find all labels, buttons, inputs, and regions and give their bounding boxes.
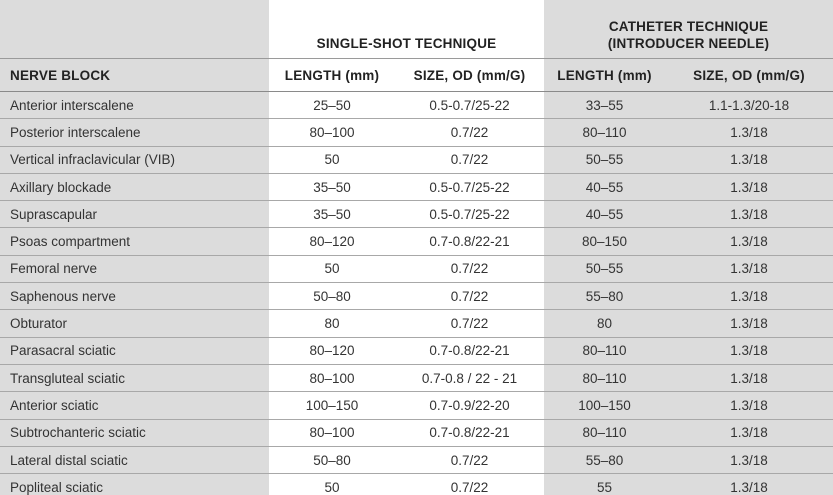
table-row: [0, 228, 833, 255]
cell-nerve-block: Popliteal sciatic: [0, 474, 269, 495]
table-row: [0, 392, 833, 419]
cell-single-length: 50–80: [269, 283, 395, 310]
cell-catheter-size: 1.3/18: [665, 474, 833, 495]
group-header-catheter: [544, 0, 833, 59]
table-row: [0, 283, 833, 310]
column-header-single-size: SIZE, OD (mm/G): [395, 59, 544, 92]
cell-single-size: 0.7-0.8/22-21: [395, 419, 544, 446]
group-header-blank: [0, 0, 269, 59]
cell-nerve-block: Lateral distal sciatic: [0, 446, 269, 473]
cell-catheter-length: 55–80: [544, 446, 665, 473]
cell-catheter-size: 1.3/18: [665, 283, 833, 310]
cell-catheter-size: 1.3/18: [665, 228, 833, 255]
cell-catheter-size: 1.3/18: [665, 337, 833, 364]
cell-single-length: 80–100: [269, 364, 395, 391]
cell-single-length: 100–150: [269, 392, 395, 419]
cell-catheter-length: 50–55: [544, 146, 665, 173]
cell-catheter-length: 33–55: [544, 92, 665, 119]
table-body: [0, 92, 833, 495]
column-header-catheter-length: LENGTH (mm): [544, 59, 665, 92]
table-row: [0, 310, 833, 337]
cell-catheter-size: 1.1-1.3/20-18: [665, 92, 833, 119]
cell-catheter-length: 80–110: [544, 337, 665, 364]
cell-single-size: 0.7/22: [395, 310, 544, 337]
cell-single-length: 80–120: [269, 228, 395, 255]
group-header-row: [0, 0, 833, 59]
cell-nerve-block: Vertical infraclavicular (VIB): [0, 146, 269, 173]
table-row: [0, 364, 833, 391]
cell-nerve-block: Anterior sciatic: [0, 392, 269, 419]
cell-nerve-block: Subtrochanteric sciatic: [0, 419, 269, 446]
cell-single-size: 0.5-0.7/25-22: [395, 173, 544, 200]
cell-single-length: 35–50: [269, 173, 395, 200]
cell-single-length: 80–100: [269, 119, 395, 146]
cell-catheter-length: 40–55: [544, 201, 665, 228]
cell-catheter-length: 80–110: [544, 364, 665, 391]
cell-catheter-length: 55: [544, 474, 665, 495]
cell-catheter-length: 80–110: [544, 119, 665, 146]
cell-single-size: 0.7/22: [395, 255, 544, 282]
cell-catheter-size: 1.3/18: [665, 146, 833, 173]
cell-catheter-length: 55–80: [544, 283, 665, 310]
table-row: [0, 474, 833, 495]
cell-catheter-size: 1.3/18: [665, 446, 833, 473]
catheter-title: CATHETER TECHNIQUE: [608, 19, 769, 34]
cell-catheter-length: 80–150: [544, 228, 665, 255]
cell-single-size: 0.7/22: [395, 119, 544, 146]
cell-single-size: 0.7/22: [395, 446, 544, 473]
table-row: [0, 92, 833, 119]
cell-single-length: 80–120: [269, 337, 395, 364]
table-row: [0, 173, 833, 200]
cell-single-size: 0.7-0.8/22-21: [395, 228, 544, 255]
cell-single-size: 0.5-0.7/25-22: [395, 92, 544, 119]
cell-nerve-block: Obturator: [0, 310, 269, 337]
table-row: [0, 255, 833, 282]
group-header-single-shot: SINGLE-SHOT TECHNIQUE: [269, 0, 544, 59]
cell-catheter-length: 50–55: [544, 255, 665, 282]
cell-single-size: 0.7/22: [395, 474, 544, 495]
cell-single-size: 0.7/22: [395, 283, 544, 310]
cell-catheter-size: 1.3/18: [665, 419, 833, 446]
cell-catheter-size: 1.3/18: [665, 392, 833, 419]
table-row: [0, 146, 833, 173]
cell-nerve-block: Anterior interscalene: [0, 92, 269, 119]
cell-nerve-block: Psoas compartment: [0, 228, 269, 255]
cell-single-size: 0.5-0.7/25-22: [395, 201, 544, 228]
cell-single-length: 50: [269, 255, 395, 282]
cell-catheter-size: 1.3/18: [665, 364, 833, 391]
cell-nerve-block: Transgluteal sciatic: [0, 364, 269, 391]
cell-single-size: 0.7/22: [395, 146, 544, 173]
cell-single-length: 50–80: [269, 446, 395, 473]
cell-single-length: 50: [269, 474, 395, 495]
cell-catheter-length: 100–150: [544, 392, 665, 419]
table-row: [0, 337, 833, 364]
cell-catheter-length: 80: [544, 310, 665, 337]
cell-catheter-length: 80–110: [544, 419, 665, 446]
column-header-single-length: LENGTH (mm): [269, 59, 395, 92]
cell-single-length: 80: [269, 310, 395, 337]
cell-catheter-size: 1.3/18: [665, 255, 833, 282]
cell-single-length: 35–50: [269, 201, 395, 228]
cell-nerve-block: Saphenous nerve: [0, 283, 269, 310]
column-header-row: [0, 59, 833, 92]
cell-single-size: 0.7-0.8/22-21: [395, 337, 544, 364]
cell-single-size: 0.7-0.9/22-20: [395, 392, 544, 419]
cell-nerve-block: Suprascapular: [0, 201, 269, 228]
column-header-nerve-block: NERVE BLOCK: [0, 59, 269, 92]
column-header-catheter-size: SIZE, OD (mm/G): [665, 59, 833, 92]
table-row: [0, 419, 833, 446]
cell-single-length: 25–50: [269, 92, 395, 119]
cell-catheter-size: 1.3/18: [665, 119, 833, 146]
cell-single-length: 50: [269, 146, 395, 173]
cell-catheter-length: 40–55: [544, 173, 665, 200]
cell-nerve-block: Axillary blockade: [0, 173, 269, 200]
cell-catheter-size: 1.3/18: [665, 201, 833, 228]
cell-nerve-block: Femoral nerve: [0, 255, 269, 282]
table-row: [0, 201, 833, 228]
cell-nerve-block: Posterior interscalene: [0, 119, 269, 146]
cell-catheter-size: 1.3/18: [665, 173, 833, 200]
cell-catheter-size: 1.3/18: [665, 310, 833, 337]
cell-single-length: 80–100: [269, 419, 395, 446]
cell-nerve-block: Parasacral sciatic: [0, 337, 269, 364]
catheter-subtitle: (INTRODUCER NEEDLE): [607, 36, 770, 51]
cell-single-size: 0.7-0.8 / 22 - 21: [395, 364, 544, 391]
table-row: [0, 119, 833, 146]
table-row: [0, 446, 833, 473]
